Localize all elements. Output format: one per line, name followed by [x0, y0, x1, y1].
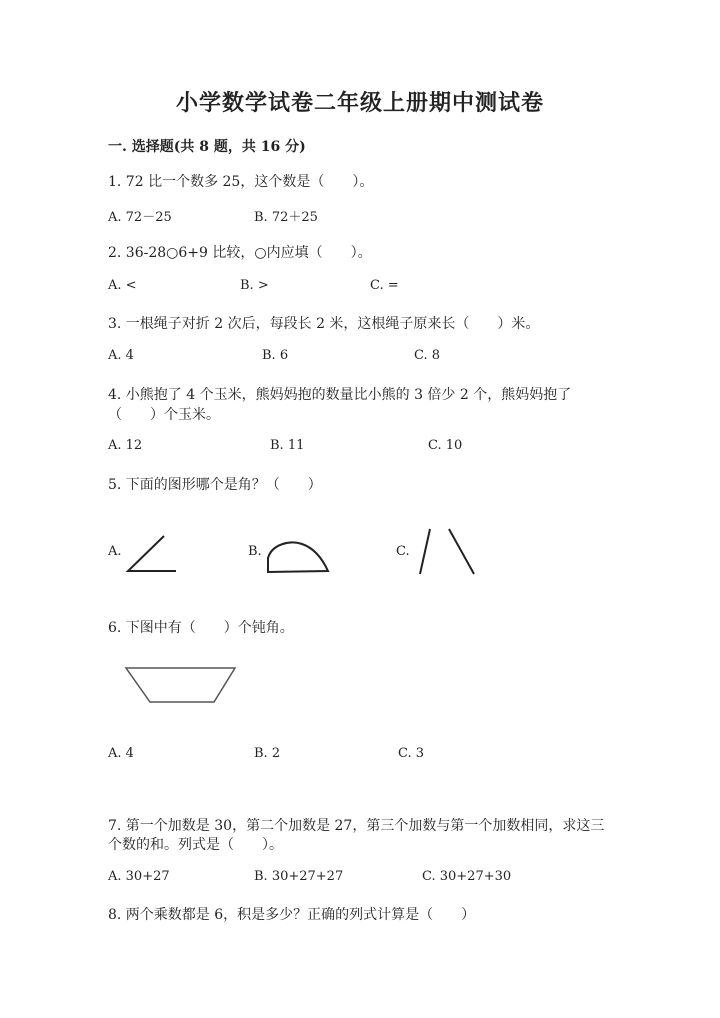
q1-option-b: B. 72＋25: [254, 210, 318, 225]
angle-figure-a: [124, 530, 184, 580]
q7-option-c: C. 30+27+30: [422, 869, 512, 884]
q7-option-b: B. 30+27+27: [254, 869, 344, 884]
q4-option-a: A. 12: [108, 438, 143, 453]
question-3: 3. 一根绳子对折 2 次后，每段长 2 米，这根绳子原来长（ ）米。: [108, 316, 540, 332]
question-1: 1. 72 比一个数多 25，这个数是（ ）。: [108, 174, 374, 190]
q3-option-b: B. 6: [262, 348, 289, 363]
q7-option-a: A. 30+27: [108, 869, 170, 884]
page-title: 小学数学试卷二年级上册期中测试卷: [175, 90, 544, 116]
q6-option-c: C. 3: [398, 746, 425, 761]
section-heading: 一. 选择题(共 8 题，共 16 分): [108, 139, 306, 155]
q5-option-b: B.: [248, 544, 262, 559]
q2-option-a: A. <: [108, 278, 137, 293]
question-6: 6. 下图中有（ ）个钝角。: [108, 620, 294, 636]
q4-option-b: B. 11: [270, 438, 305, 453]
q4-option-c: C. 10: [428, 438, 463, 453]
separate-lines-figure-c: [414, 526, 484, 580]
trapezoid-figure: [122, 664, 242, 708]
q5-option-a: A.: [108, 544, 122, 559]
q1-option-a: A. 72－25: [108, 210, 172, 225]
q5-option-c: C.: [396, 544, 410, 559]
question-5: 5. 下面的图形哪个是角？（ ）: [108, 477, 322, 493]
q2-option-c: C. =: [370, 278, 399, 293]
q6-option-b: B. 2: [254, 746, 281, 761]
question-2: 2. 36-28○6+9 比较，○内应填（ ）。: [108, 245, 372, 261]
q3-option-c: C. 8: [414, 348, 441, 363]
question-7-line-2: 个数的和。列式是（ ）。: [108, 837, 283, 853]
question-4-line-2: （ ）个玉米。: [108, 407, 220, 423]
q6-option-a: A. 4: [108, 746, 134, 761]
question-4-line-1: 4. 小熊抱了 4 个玉米，熊妈妈抱的数量比小熊的 3 倍少 2 个，熊妈妈抱了: [108, 387, 572, 403]
curve-figure-b: [264, 536, 336, 576]
q3-option-a: A. 4: [108, 348, 134, 363]
q2-option-b: B. >: [240, 278, 269, 293]
question-8: 8. 两个乘数都是 6，积是多少？正确的列式计算是（ ）: [108, 907, 476, 923]
question-7-line-1: 7. 第一个加数是 30，第二个加数是 27，第三个加数与第一个加数相同，求这三: [108, 818, 605, 834]
